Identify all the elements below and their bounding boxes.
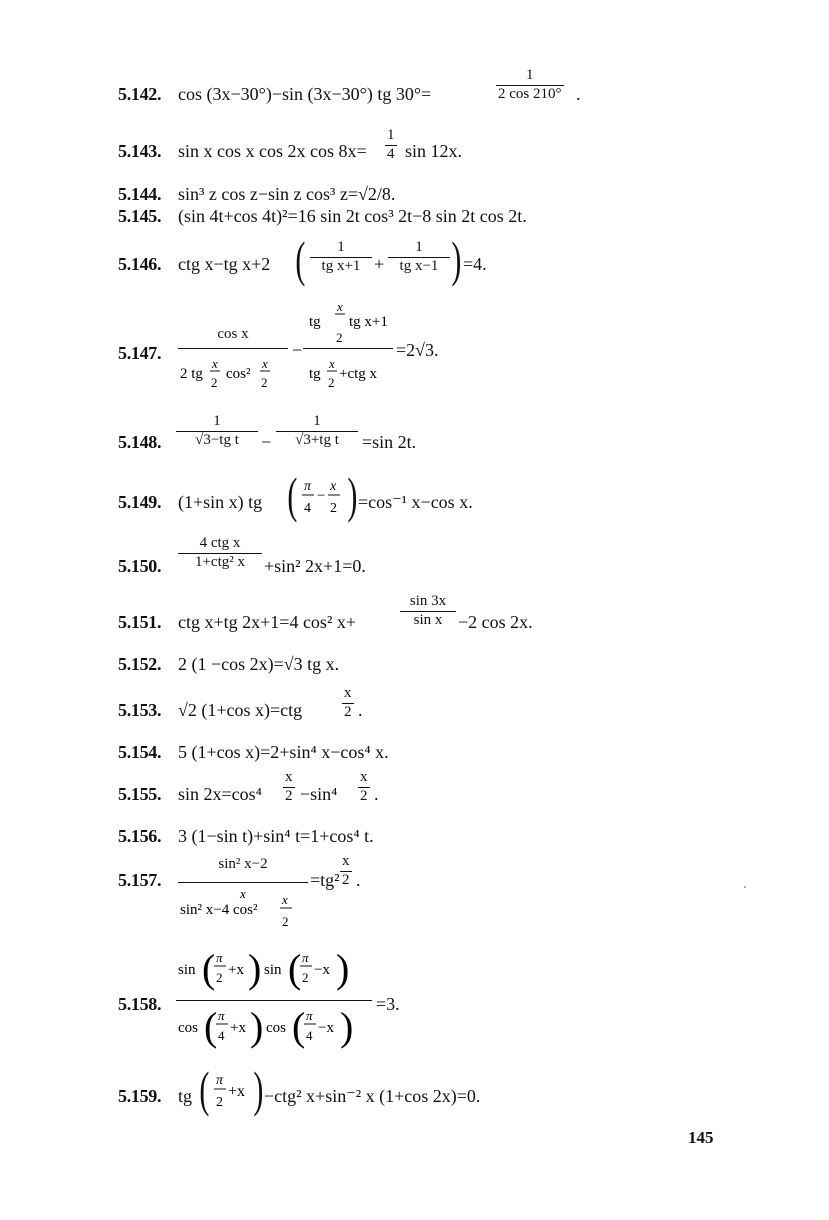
svg-text:sin² x−4 cos²: sin² x−4 cos² — [180, 902, 258, 918]
problem-number: 5.142. — [118, 84, 162, 104]
svg-text:x: x — [330, 479, 337, 494]
fraction: 1 4 — [387, 127, 395, 162]
svg-text:tg: tg — [309, 366, 321, 382]
svg-text:sin: sin — [264, 962, 282, 978]
equation: 3 (1−sin t)+sin⁴ t=1+cos⁴ t. — [178, 826, 374, 846]
svg-text:2: 2 — [330, 501, 337, 516]
svg-text:2: 2 — [282, 914, 289, 929]
equation: cos (3x−30°)−sin (3x−30°) tg 30°= — [178, 84, 432, 104]
denominator-1 — [178, 354, 288, 394]
equation: sin³ z cos z−sin z cos³ z=√2/8. — [178, 184, 396, 204]
fraction: x 2 — [360, 769, 368, 804]
scan-speck — [744, 886, 746, 888]
svg-text:x: x — [329, 356, 335, 371]
problem-number: 5.148. — [118, 432, 162, 452]
equation: sin 2x=cos⁴ — [178, 784, 262, 804]
svg-text:+x: +x — [230, 1020, 246, 1036]
svg-text:cos²: cos² — [226, 366, 251, 382]
denominator — [174, 1002, 374, 1058]
equation: (sin 4t+cos 4t)²=16 sin 2t cos³ 2t−8 sin 2t cos 2t. — [178, 206, 527, 226]
svg-text:2: 2 — [261, 375, 268, 390]
problem-number: 5.151. — [118, 612, 162, 632]
svg-text:2: 2 — [216, 1095, 223, 1110]
svg-text:(: ( — [288, 946, 302, 991]
svg-text:tg: tg — [309, 314, 321, 330]
fraction: x 2 — [285, 769, 293, 804]
svg-text:−: − — [317, 488, 326, 504]
svg-text:π: π — [304, 479, 312, 494]
svg-text:cos: cos — [266, 1020, 286, 1036]
svg-text:4: 4 — [306, 1028, 313, 1043]
svg-text:2 tg: 2 tg — [180, 366, 203, 382]
problem-number: 5.158. — [118, 994, 162, 1014]
problem-number: 5.156. — [118, 826, 162, 846]
svg-text:x: x — [212, 356, 218, 371]
equation: ctg x−tg x+2 — [178, 254, 271, 274]
svg-text:2: 2 — [216, 970, 223, 985]
svg-text:π: π — [216, 1073, 224, 1088]
svg-text:2: 2 — [328, 375, 335, 390]
svg-text:2: 2 — [211, 375, 218, 390]
svg-text:−x: −x — [314, 962, 330, 978]
svg-text:tg x+1: tg x+1 — [349, 314, 388, 330]
svg-text:(: ( — [204, 1004, 218, 1049]
problem-number: 5.145. — [118, 206, 162, 226]
svg-text:sin: sin — [178, 962, 196, 978]
svg-text:π: π — [218, 1008, 225, 1023]
fraction: x 2 — [344, 685, 352, 720]
equation: ctg x+tg 2x+1=4 cos² x+ — [178, 612, 356, 632]
problem-number: 5.149. — [118, 492, 162, 512]
fraction: 1 √3−tg t — [176, 414, 258, 449]
equation: 5 (1+cos x)=2+sin⁴ x−cos⁴ x. — [178, 742, 389, 762]
numerator-2 — [303, 298, 393, 348]
problem-number: 5.146. — [118, 254, 162, 274]
svg-text:2: 2 — [336, 330, 343, 345]
fraction: 1 tg x−1 — [388, 240, 450, 275]
svg-text:−x: −x — [318, 1020, 334, 1036]
numerator — [174, 944, 374, 1000]
denominator-2 — [303, 354, 403, 394]
svg-text:): ) — [250, 1004, 264, 1049]
problem-number: 5.155. — [118, 784, 162, 804]
svg-text:+x: +x — [228, 1083, 246, 1100]
fraction: 4 ctg x 1+ctg² x — [178, 536, 262, 571]
fraction: 1 √3+tg t — [276, 414, 358, 449]
problem-number: 5.152. — [118, 654, 162, 674]
equation: √2 (1+cos x)=ctg — [178, 700, 303, 720]
denominator — [178, 884, 308, 932]
equation: (1+sin x) tg — [178, 492, 263, 512]
svg-text:+x: +x — [228, 962, 244, 978]
problem-number: 5.147. — [118, 343, 162, 363]
svg-text:4: 4 — [304, 501, 311, 516]
svg-text:π: π — [306, 1008, 313, 1023]
svg-text:π: π — [216, 950, 223, 965]
svg-text:): ) — [336, 946, 350, 991]
svg-text:(: ( — [202, 946, 216, 991]
problem-number: 5.154. — [118, 742, 162, 762]
fraction: sin 3x sin x — [400, 594, 456, 629]
problem-number: 5.153. — [118, 700, 162, 720]
svg-text:): ) — [248, 946, 262, 991]
svg-text:+ctg x: +ctg x — [339, 366, 378, 382]
equation: 2 (1 −cos 2x)=√3 tg x. — [178, 654, 340, 674]
problem-number: 5.157. — [118, 870, 162, 890]
problem-number: 5.143. — [118, 141, 162, 161]
svg-text:): ) — [340, 1004, 354, 1049]
fraction: 1 2 cos 210° — [498, 67, 562, 102]
problem-number: 5.150. — [118, 556, 162, 576]
fraction: 1 tg x+1 — [310, 240, 372, 275]
inner-fractions — [300, 474, 350, 524]
svg-text:x: x — [240, 886, 246, 901]
svg-text:2: 2 — [302, 970, 309, 985]
svg-text:4: 4 — [218, 1028, 225, 1043]
svg-text:x: x — [282, 892, 288, 907]
svg-text:π: π — [302, 950, 309, 965]
equation: sin x cos x cos 2x cos 8x= — [178, 141, 367, 161]
equation: tg — [178, 1086, 193, 1106]
svg-text:(: ( — [292, 1004, 306, 1049]
fraction: x 2 — [342, 853, 350, 888]
svg-text:x: x — [262, 356, 268, 371]
svg-text:x: x — [337, 299, 343, 314]
problem-number: 5.159. — [118, 1086, 162, 1106]
svg-text:cos: cos — [178, 1020, 198, 1036]
page-number: 145 — [688, 1128, 714, 1147]
problem-number: 5.144. — [118, 184, 162, 204]
